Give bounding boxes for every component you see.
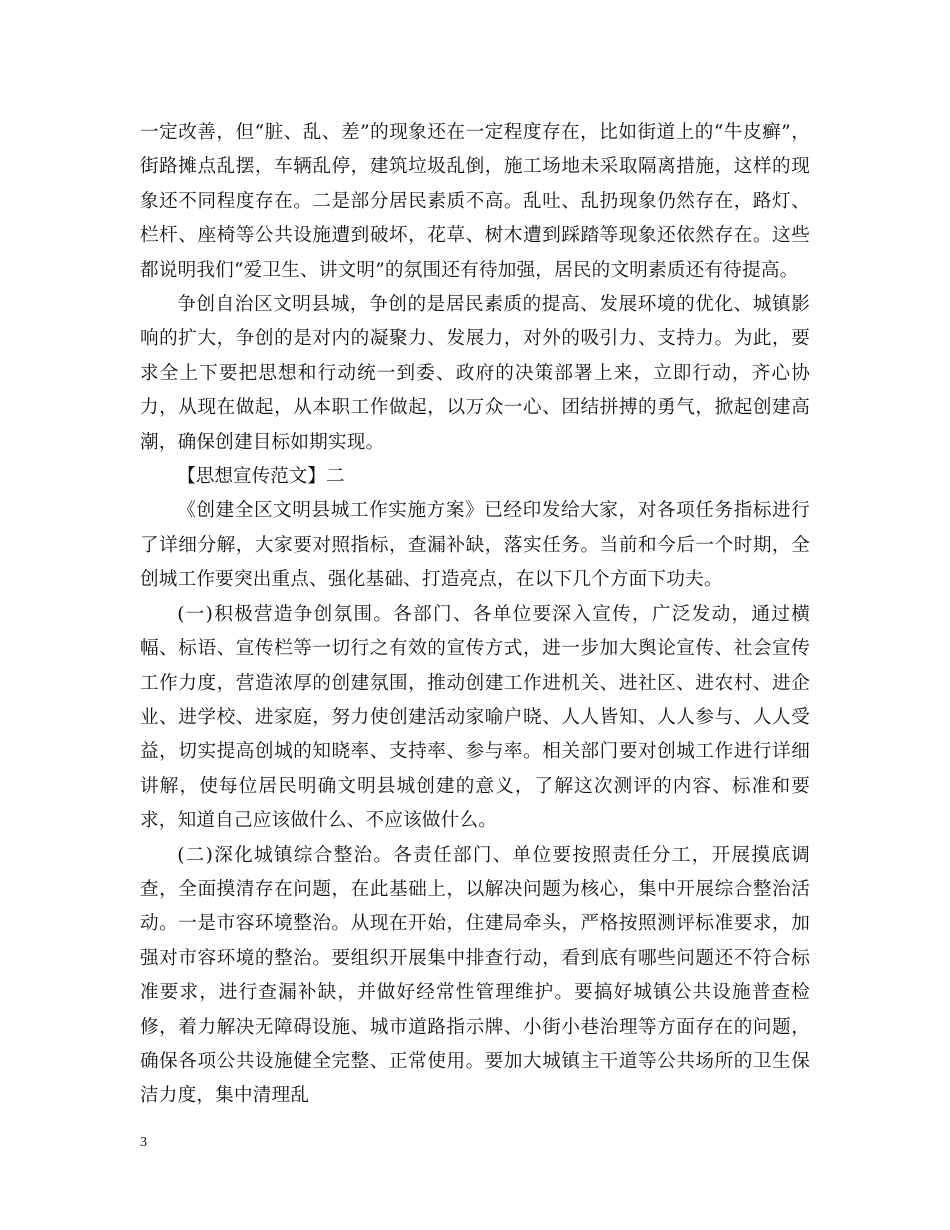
paragraph-civilized-county: 争创自治区文明县城，争创的是居民素质的提高、发展环境的优化、城镇影响的扩大，争创的是对内的凝聚力、发展力，对外的吸引力、支持力。为此，要求全上下要把思想和行动统一到委、政府的决策部署上来，立即行动，齐心协力，从现在做起，从本职工作做起，以万众一心、团结拼搏的勇气，掀起创建高潮，确保创建目标如期实现。 (140, 294, 810, 453)
paragraph-item-two: (二)深化城镇综合整治。各责任部门、单位要按照责任分工，开展摸底调查，全面摸清存在问题，在此基础上，以解决问题为核心，集中开展综合整治活动。一是市容环境整治。从现在开始，住建局牵头，严格按照测评标准要求，加强对市容环境的整治。要组织开展集中排查行动，看到底有哪些问题还不符合标准要求，进行查漏补缺，并做好经常性管理维护。要搞好城镇公共设施普查检修，着力解决无障碍设施、城市道路指示牌、小街小巷治理等方面存在的问题，确保各项公共设施健全完整、正常使用。要加大城镇主干道等公共场所的卫生保洁力度，集中清理乱 (140, 844, 810, 1107)
document-body (140, 116, 810, 1114)
page-number: 3 (140, 1135, 147, 1150)
paragraph-item-one: (一)积极营造争创氛围。各部门、各单位要深入宣传，广泛发动，通过横幅、标语、宣传栏等一切行之有效的宣传方式，进一步加大舆论宣传、社会宣传工作力度，营造浓厚的创建氛围，推动创建工作进机关、进社区、进农村、进企业、进学校、进家庭，努力使创建活动家喻户晓、人人皆知、人人参与、人人受益，切实提高创城的知晓率、支持率、参与率。相关部门要对创城工作进行详细讲解，使每位居民明确文明县城创建的意义，了解这次测评的内容、标准和要求，知道自己应该做什么、不应该做什么。 (140, 603, 810, 832)
paragraph-implementation-plan: 《创建全区文明县城工作实施方案》已经印发给大家，对各项任务指标进行了详细分解，大家要对照指标，查漏补缺，落实任务。当前和今后一个时期，全创城工作要突出重点、强化基础、打造亮点，在以下几个方面下功夫。 (140, 500, 810, 591)
section-heading: 【思想宣传范文】二 (177, 466, 345, 488)
paragraph-continuation: 一定改善，但“脏、乱、差”的现象还在一定程度存在，比如街道上的“牛皮癣”，街路摊点乱摆，车辆乱停，建筑垃圾乱倒，施工场地未采取隔离措施，这样的现象还不同程度存在。二是部分居民素质不高。乱吐、乱扔现象仍然存在，路灯、栏杆、座椅等公共设施遭到破坏，花草、树木遭到踩踏等现象还依然存在。这些都说明我们“爱卫生、讲文明”的氛围还有待加强，居民的文明素质还有待提高。 (140, 122, 810, 281)
